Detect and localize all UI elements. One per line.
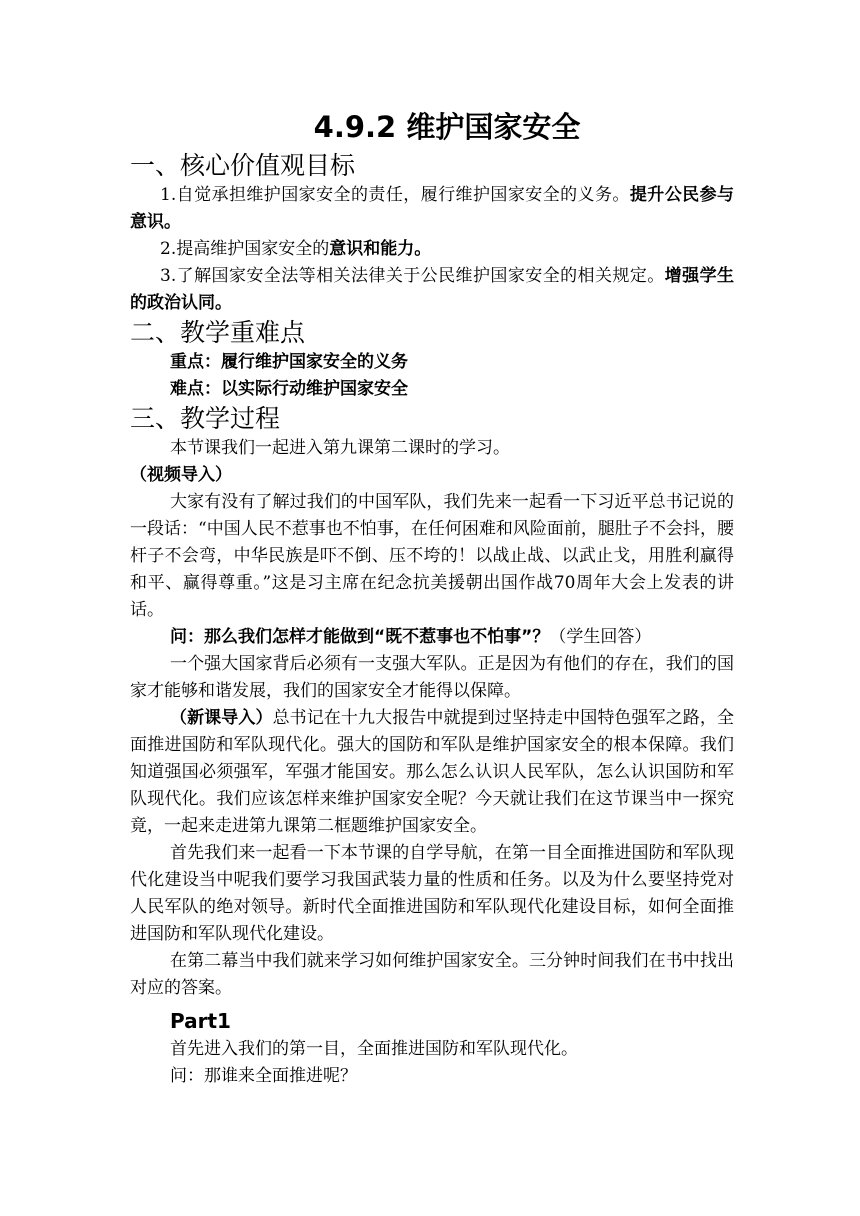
objective-2-bold-text: 意识和能力。 <box>329 239 432 259</box>
objective-1-text: 1.自觉承担维护国家安全的责任，履行维护国家安全的义务。 <box>160 185 630 205</box>
process-paragraph-5: 首先我们来一起看一下本节课的自学导航，在第一目全面推进国防和军队现代化建设当中呢我们要学习我国武装力量的性质和任务。以及为什么要坚持党对人民军队的绝对领导。新时代全面推进国防和军队现代化建设目标，如何全面推进国防和军队现代化建设。 <box>130 843 734 944</box>
objective-3-text: 3.了解国家安全法等相关法律关于公民维护国家安全的相关规定。 <box>160 266 665 286</box>
process-paragraph-7: 首先进入我们的第一目，全面推进国防和军队现代化。 <box>170 1039 578 1059</box>
section-heading-objectives: 一、核心价值观目标 <box>130 151 356 180</box>
objective-item-1 <box>130 182 734 236</box>
objective-item-3 <box>130 263 734 317</box>
process-paragraph-4-text: 总书记在十九大报告中就提到过坚持走中国特色强军之路，全面推进国防和军队现代化。强大的国防和军队是维护国家安全的根本保障。我们知道强国必须强军，军强才能国安。那么怎么认识人民军队，怎么认识国防和军队现代化。我们应该怎样来维护国家安全呢？今天就让我们在这节课当中一探究竟，一起来走进第九课第二框题维护国家安全。 <box>130 708 734 836</box>
document-content <box>130 108 734 1090</box>
process-paragraph-6: 在第二幕当中我们就来学习如何维护国家安全。三分钟时间我们在书中找出对应的答案。 <box>130 951 734 998</box>
objective-2-text: 2.提高维护国家安全的 <box>160 239 330 259</box>
section-heading-process: 三、教学过程 <box>130 404 281 433</box>
new-lesson-label: （新课导入） <box>170 708 273 728</box>
process-paragraph-8: 问：那谁来全面推进呢？ <box>170 1066 357 1086</box>
objective-3-bold-text: 增强学生的政治认同。 <box>130 266 735 313</box>
process-paragraph-4 <box>130 705 734 840</box>
key-point: 重点：履行维护国家安全的义务 <box>170 352 408 372</box>
question-1-note: （学生回答） <box>549 627 652 647</box>
process-paragraph-2: 大家有没有了解过我们的中国军队，我们先来一起看一下习近平总书记说的一段话：“中国人民不惹事也不怕事，在任何困难和风险面前，腿肚子不会抖，腰杆子不会弯，中华民族是吓不倒、压不垮的！以战止战、以武止戈，用胜利赢得和平、赢得尊重。”这是习主席在纪念抗美援朝出国作战70周年大会上发表的讲话。 <box>130 492 734 620</box>
process-paragraph-1: 本节课我们一起进入第九课第二课时的学习。 <box>170 438 510 458</box>
section-heading-key-points: 二、教学重难点 <box>130 318 306 347</box>
video-intro-label: （视频导入） <box>130 465 232 485</box>
difficult-point: 难点：以实际行动维护国家安全 <box>170 379 408 399</box>
objective-1-bold-text: 提升公民参与意识。 <box>130 185 735 232</box>
question-1 <box>130 624 734 651</box>
part-1-heading: Part1 <box>170 1009 231 1033</box>
document-title: 4.9.2 维护国家安全 <box>313 110 581 144</box>
objective-item-2 <box>130 236 734 263</box>
question-1-bold-text: 问：那么我们怎样才能做到“既不惹事也不怕事”？ <box>170 627 550 647</box>
process-paragraph-3: 一个强大国家背后必须有一支强大军队。正是因为有他们的存在，我们的国家才能够和谐发展，我们的国家安全才能得以保障。 <box>130 654 734 701</box>
